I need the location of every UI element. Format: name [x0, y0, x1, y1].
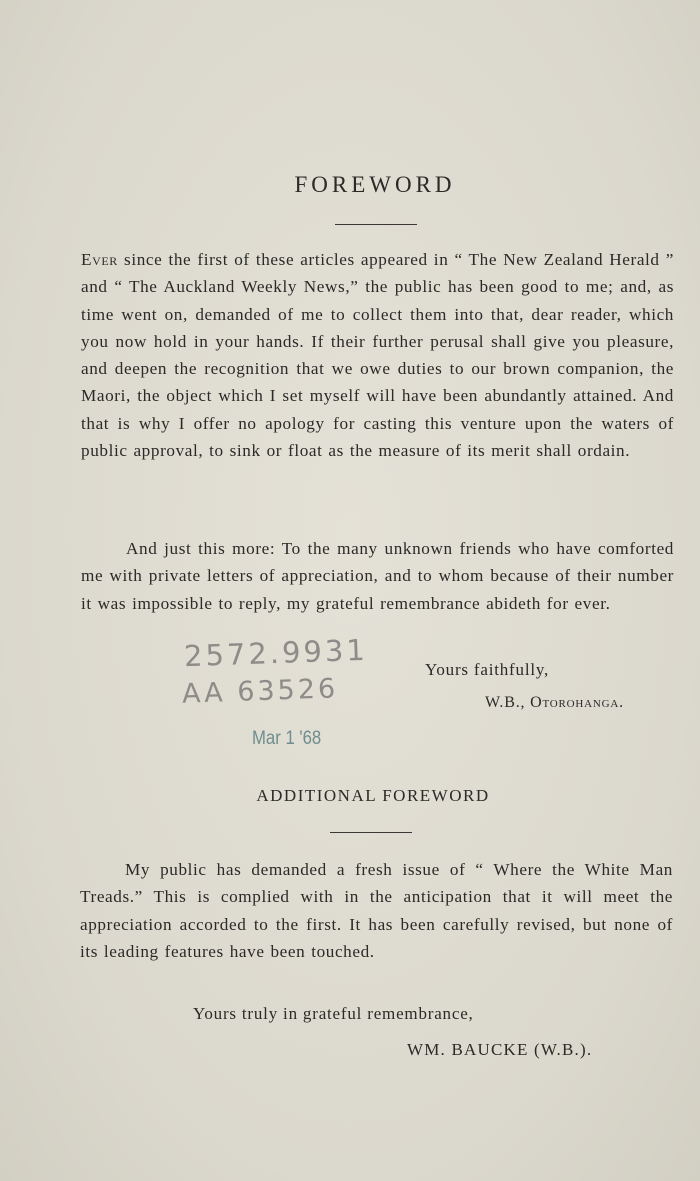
signature-place: Otorohanga. [530, 694, 624, 711]
additional-title-divider [330, 832, 412, 833]
date-stamp: Mar 1 '68 [252, 728, 322, 749]
title-divider [335, 224, 417, 225]
foreword-closing: Yours faithfully, [425, 660, 550, 679]
additional-closing: Yours truly in grateful remembrance, [193, 1004, 474, 1023]
additional-foreword-paragraph: My public has demanded a fresh issue of “ Where the White Man Treads.” This is complied with in the anticipation that it will meet the appreciation accorded to the first. It has been carefully revised, but none of its leading features have been touched. [80, 860, 673, 961]
foreword-title: FOREWORD [294, 172, 456, 197]
additional-foreword-title: ADDITIONAL FOREWORD [256, 786, 490, 805]
foreword-paragraph-1-text: since the first of these articles appeared in “ The New Zealand Herald ” and “ The Auckland Weekly News,” the public has been good to me; and, as time went on, demanded of me to collect them into that, dear reader, which you now hold in your hands. If their further perusal shall give you pleasure, and deepen the recognition that we owe duties to our brown companion, the Maori, the object which I set myself will have been abundantly attained. And that is why I offer no apology for casting this venture upon the waters of public approval, to sink or float as the measure of its merit shall ordain. [81, 250, 674, 461]
foreword-signature [485, 694, 624, 712]
foreword-paragraph-2: And just this more: To the many unknown friends who have comforted me with private letters of appreciation, and to whom because of their number it was impossible to reply, my grateful remembrance abideth for ever. [81, 539, 674, 613]
additional-signature: WM. BAUCKE (W.B.). [407, 1040, 593, 1059]
foreword-paragraph-1 [81, 246, 674, 464]
accession-number-stamp: 2572.9931 [183, 632, 369, 674]
signature-initials: W.B., [485, 694, 526, 711]
drop-word: Ever [81, 250, 118, 269]
catalog-number-stamp: AA 63526 [181, 673, 339, 710]
